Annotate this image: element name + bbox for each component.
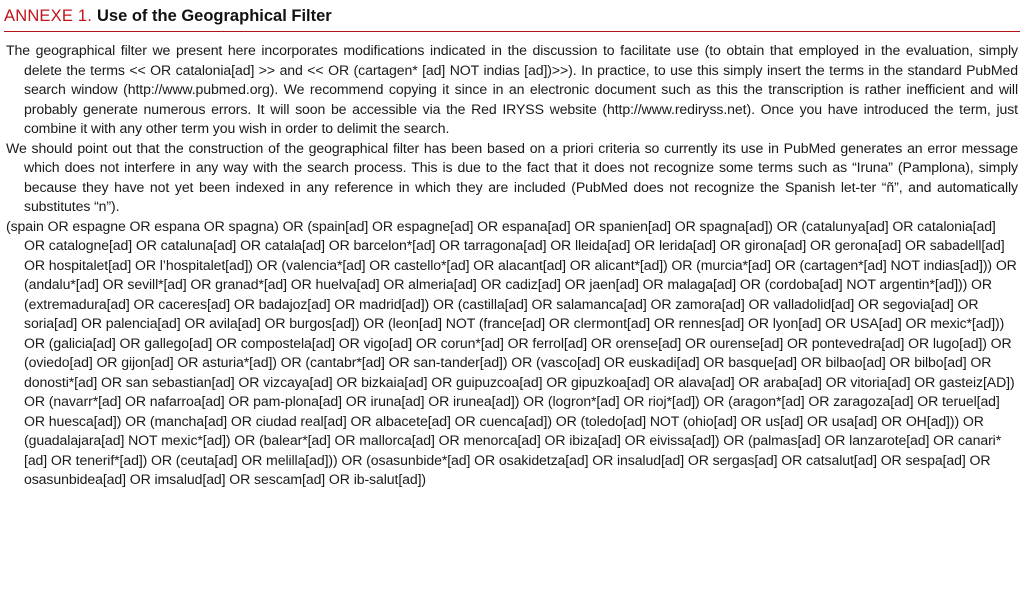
geographical-filter-query: (spain OR espagne OR espana OR spagna) OR (spain[ad] OR espagne[ad] OR espana[ad] OR spanien[ad] OR spagna[ad]) OR (catalunya[ad] OR catalonia[ad] OR catalogne[ad] OR cataluna[ad] OR catala[ad] OR barcelon*[ad] OR tarragona[ad] OR lleida[ad] OR lerida[ad] OR girona[ad] OR gerona[ad] OR sabadell[ad] OR hospitalet[ad] OR l’hospitalet[ad]) OR (valencia*[ad] OR castello*[ad] OR alacant[ad] OR alicant*[ad]) OR (murcia*[ad] OR (cartagen*[ad] NOT indias[ad])) OR (andalu*[ad] OR sevill*[ad] OR granad*[ad] OR huelva[ad] OR almeria[ad] OR cadiz[ad] OR jaen[ad] OR malaga[ad] OR (cordoba[ad] NOT argentin*[ad])) OR (extremadura[ad] OR caceres[ad] OR badajoz[ad] OR madrid[ad]) OR (castilla[ad] OR salamanca[ad] OR zamora[ad] OR valladolid[ad] OR segovia[ad] OR soria[ad] OR palencia[ad] OR avila[ad] OR burgos[ad]) OR (leon[ad] NOT (france[ad] OR clermont[ad] OR rennes[ad] OR lyon[ad] OR USA[ad] OR mexic*[ad])) OR (galicia[ad] OR gallego[ad] OR compostela[ad] OR vigo[ad] OR corun*[ad] OR ferrol[ad] OR orense[ad] OR ourense[ad] OR pontevedra[ad] OR lugo[ad]) OR (oviedo[ad] OR gijon[ad] OR asturia*[ad]) OR (cantabr*[ad] OR san-tander[ad]) OR (vasco[ad] OR euskadi[ad] OR basque[ad] OR bilbao[ad] OR bilbo[ad] OR donosti*[ad] OR san sebastian[ad] OR vizcaya[ad] OR bizkaia[ad] OR guipuzcoa[ad] OR gipuzkoa[ad] OR alava[ad] OR araba[ad] OR vitoria[ad] OR gasteiz[AD]) OR (navarr*[ad] OR nafarroa[ad] OR pam-plona[ad] OR iruna[ad] OR irunea[ad]) OR (logron*[ad] OR rioj*[ad]) OR (aragon*[ad] OR zaragoza[ad] OR teruel[ad] OR huesca[ad]) OR (mancha[ad] OR ciudad real[ad] OR albacete[ad] OR cuenca[ad]) OR (toledo[ad] NOT (ohio[ad] OR us[ad] OR usa[ad] OR OH[ad])) OR (guadalajara[ad] NOT mexic*[ad]) OR (balear*[ad] OR mallorca[ad] OR menorca[ad] OR ibiza[ad] OR eivissa[ad]) OR (palmas[ad] OR lanzarote[ad] OR canari*[ad] OR tenerif*[ad]) OR (ceuta[ad] OR melilla[ad])) OR (osasunbide*[ad] OR osakidetza[ad] OR insalud[ad] OR sergas[ad] OR catsalut[ad] OR sespa[ad] OR osasunbidea[ad] OR imsalud[ad] OR sescam[ad] OR ib-salut[ad]) <box>6 217 1017 487</box>
annex-title: Use of the Geographical Filter <box>97 7 332 25</box>
annex-body <box>6 41 1018 490</box>
error-note-paragraph: We should point out that the construction of the geographical filter has been based on a priori criteria so currently its use in PubMed generates an error message which does not interfere in any way with the search process. This is due to the fact that it does not recognize some terms such as “Iruna” (Pamplona), simply because they have not yet been indexed in any reference in which they are included (PubMed does not recognize the Spanish let-ter “ñ”, and automatically substitutes “n”). <box>6 139 1018 214</box>
annex-header <box>4 2 1020 32</box>
annex-label: ANNEXE 1. <box>4 7 92 25</box>
intro-paragraph: The geographical filter we present here incorporates modifications indicated in the discussion to facilitate use (to obtain that employed in the evaluation, simply delete the terms << OR catalonia[ad] >> and << OR (cartagen* [ad] NOT indias [ad])>>). In practice, to use this simply insert the terms in the standard PubMed search window (http://www.pubmed.org). We recommend copying it since in an electronic document such as this the transcription is rather inefficient and will probably generate numerous errors. It will soon be accessible via the Red IRYSS website (http://www.rediryss.net). Once you have introduced the term, just combine it with any other term you wish in order to delimit the search. <box>6 42 1018 136</box>
